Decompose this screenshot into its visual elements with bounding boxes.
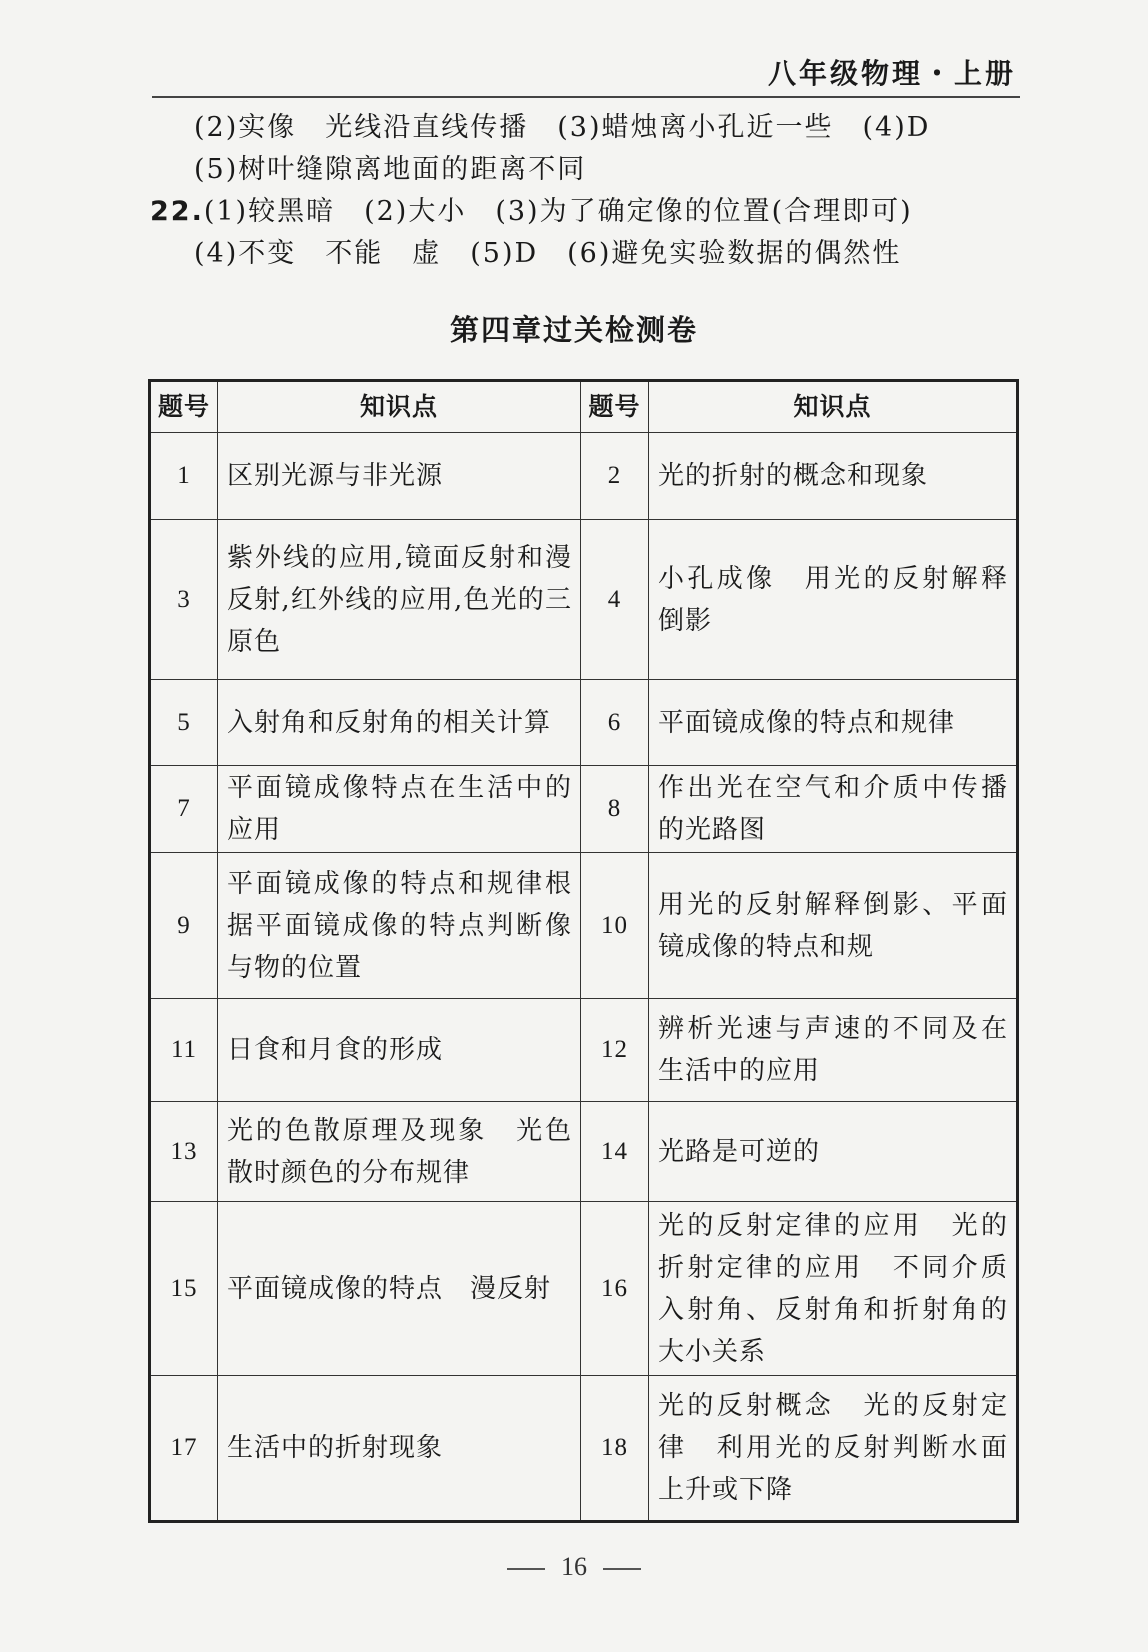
question-number: 6 [581,680,649,766]
table-row [150,766,1018,853]
table-row [150,520,1018,680]
question-number: 9 [150,853,218,999]
question-number: 12 [581,999,649,1102]
knowledge-point: 入射角和反射角的相关计算 [218,680,581,766]
question-number: 7 [150,766,218,853]
question-number: 17 [150,1376,218,1522]
question-number: 1 [150,433,218,520]
question-number-22: 22. [150,196,204,227]
table-row [150,853,1018,999]
question-number: 18 [581,1376,649,1522]
knowledge-point: 作出光在空气和介质中传播的光路图 [649,766,1018,853]
knowledge-point: 辨析光速与声速的不同及在生活中的应用 [649,999,1018,1102]
answer-line-3: (1)较黑暗 (2)大小 (3)为了确定像的位置(合理即可) [203,196,913,227]
knowledge-point: 平面镜成像的特点和规律 [649,680,1018,766]
table-header-row [150,381,1018,433]
question-number: 11 [150,999,218,1102]
knowledge-point: 用光的反射解释倒影、平面镜成像的特点和规 [649,853,1018,999]
knowledge-point: 生活中的折射现象 [218,1376,581,1522]
question-number: 2 [581,433,649,520]
answer-q22 [150,194,913,230]
question-number: 4 [581,520,649,680]
table-row [150,1202,1018,1376]
answer-line-1: (2)实像 光线沿直线传播 (3)蜡烛离小孔近一些 (4)D [194,112,931,143]
knowledge-point: 光路是可逆的 [649,1102,1018,1202]
section-title: 第四章过关检测卷 [449,313,698,347]
question-number: 10 [581,853,649,999]
answer-line-4: (4)不变 不能 虚 (5)D (6)避免实验数据的偶然性 [194,238,902,269]
header-knowledge-point: 知识点 [218,381,581,433]
header-question-number: 题号 [150,381,218,433]
table-row [150,680,1018,766]
footer-dash-right [603,1568,641,1570]
page-number: 16 [561,1552,587,1581]
question-number: 8 [581,766,649,853]
question-number: 16 [581,1202,649,1376]
table-row [150,1376,1018,1522]
page-header-title: 八年级物理・上册 [767,57,1016,90]
knowledge-point-table [148,379,1019,1523]
page-footer [0,1552,1148,1582]
knowledge-point: 紫外线的应用,镜面反射和漫反射,红外线的应用,色光的三原色 [218,520,581,680]
answer-line-2: (5)树叶缝隙离地面的距离不同 [194,154,587,185]
question-number: 15 [150,1202,218,1376]
header-question-number: 题号 [581,381,649,433]
knowledge-point: 光的折射的概念和现象 [649,433,1018,520]
knowledge-point: 平面镜成像的特点和规律根据平面镜成像的特点判断像与物的位置 [218,853,581,999]
knowledge-point: 平面镜成像特点在生活中的应用 [218,766,581,853]
knowledge-point: 日食和月食的形成 [218,999,581,1102]
table-row [150,433,1018,520]
question-number: 13 [150,1102,218,1202]
knowledge-point: 光的反射定律的应用 光的折射定律的应用 不同介质入射角、反射角和折射角的大小关系 [649,1202,1018,1376]
table-row [150,999,1018,1102]
knowledge-point: 区别光源与非光源 [218,433,581,520]
knowledge-point: 光的色散原理及现象 光色散时颜色的分布规律 [218,1102,581,1202]
knowledge-point: 平面镜成像的特点 漫反射 [218,1202,581,1376]
question-number: 5 [150,680,218,766]
knowledge-point: 小孔成像 用光的反射解释倒影 [649,520,1018,680]
table-row [150,1102,1018,1202]
footer-dash-left [507,1568,545,1570]
knowledge-point: 光的反射概念 光的反射定律 利用光的反射判断水面上升或下降 [649,1376,1018,1522]
question-number: 3 [150,520,218,680]
question-number: 14 [581,1102,649,1202]
header-knowledge-point: 知识点 [649,381,1018,433]
header-rule [152,96,1020,98]
